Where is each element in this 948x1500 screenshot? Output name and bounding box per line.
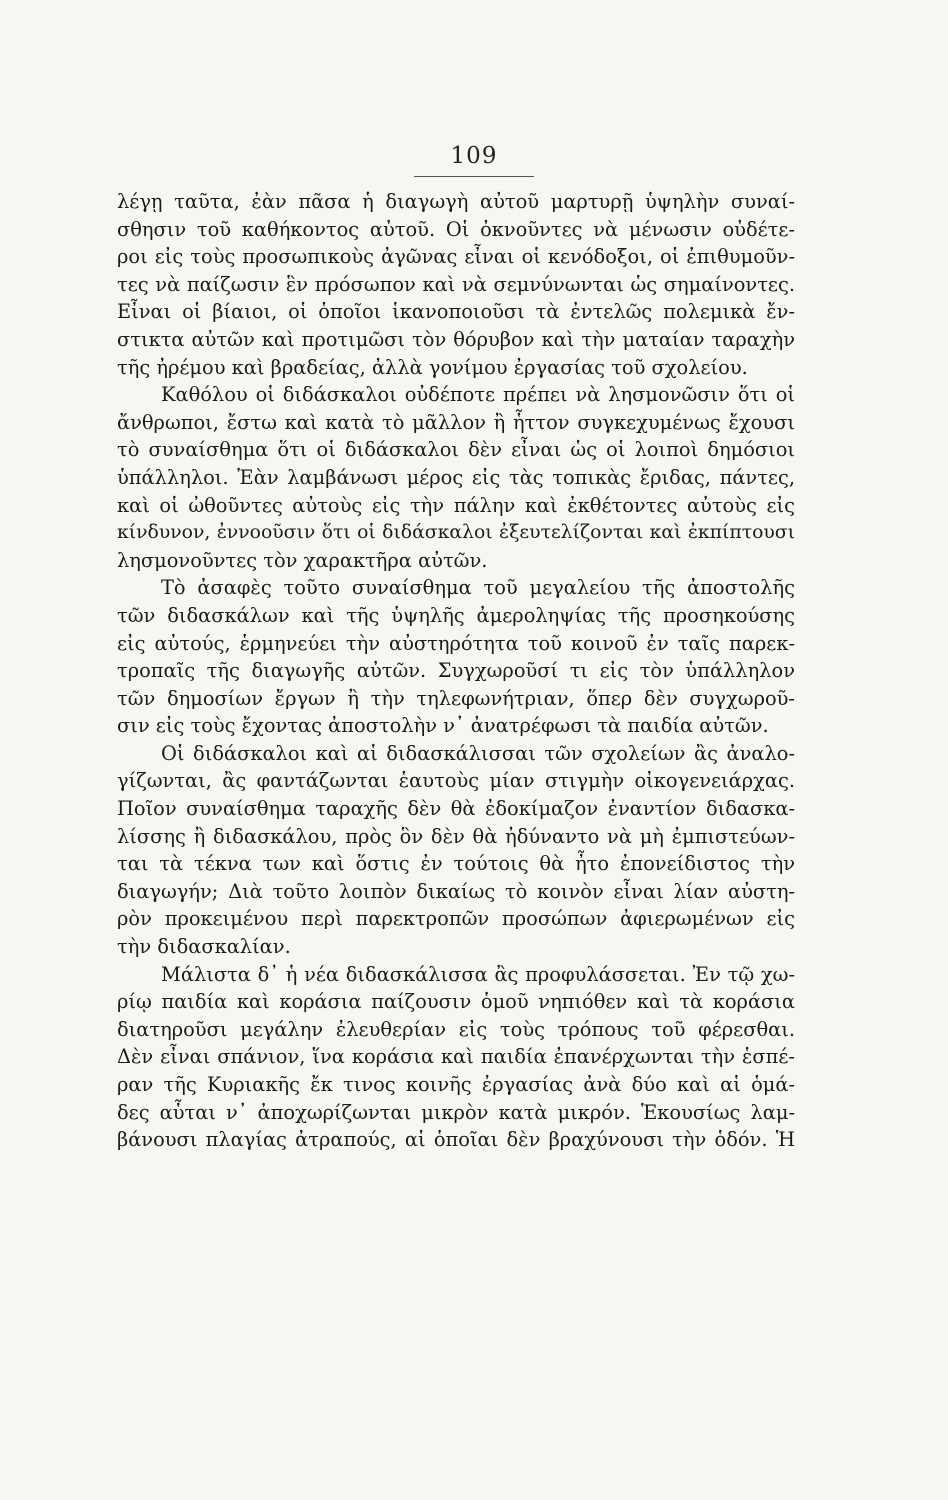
- text-line: Τὸ ἀσαφὲς τοῦτο συναίσθημα τοῦ μεγαλείου τῆς ἀποστολῆς: [161, 576, 795, 600]
- text-line: σθησιν τοῦ καθήκοντος αὐτοῦ. Οἱ ὀκνοῦντες νὰ μένωσιν οὐδέτε-: [117, 217, 795, 241]
- body-text: [117, 188, 795, 1154]
- text-line: βάνουσι πλαγίας ἀτραπούς, αἱ ὁποῖαι δὲν βραχύνουσι τὴν ὁδόν. Ἡ: [117, 1128, 795, 1152]
- text-line: Εἶναι οἱ βίαιοι, οἱ ὁποῖοι ἱκανοποιοῦσι τὰ ἐντελῶς πολεμικὰ ἔν-: [117, 300, 795, 324]
- text-line: λέγῃ ταῦτα, ἐὰν πᾶσα ἡ διαγωγὴ αὐτοῦ μαρτυρῇ ὑψηλὴν συναί-: [117, 190, 795, 213]
- page-number: 109: [450, 143, 498, 169]
- text-line: τροπαῖς τῆς διαγωγῆς αὐτῶν. Συγχωροῦσί τι εἰς τὸν ὑπάλληλον: [117, 659, 795, 683]
- text-line: τὸ συναίσθημα ὅτι οἱ διδάσκαλοι δὲν εἶναι ὡς οἱ λοιποὶ δημόσιοι: [117, 438, 795, 462]
- text-line: δες αὗται ν᾽ ἀποχωρίζωνται μικρὸν κατὰ μικρόν. Ἑκουσίως λαμ-: [117, 1100, 795, 1124]
- text-line: ρίῳ παιδία καὶ κοράσια παίζουσιν ὁμοῦ νηπιόθεν καὶ τὰ κοράσια: [117, 990, 795, 1014]
- text-line: εἰς αὐτούς, ἑρμηνεύει τὴν αὐστηρότητα τοῦ κοινοῦ ἐν ταῖς παρεκ-: [117, 631, 795, 655]
- text-line: ται τὰ τέκνα των καὶ ὅστις ἐν τούτοις θὰ ἦτο ἐπονείδιστος τὴν: [117, 852, 795, 876]
- text-line: διατηροῦσι μεγάλην ἐλευθερίαν εἰς τοὺς τρόπους τοῦ φέρεσθαι.: [117, 1017, 795, 1041]
- text-line: τῶν διδασκάλων καὶ τῆς ὑψηλῆς ἀμεροληψίας τῆς προσηκούσης: [117, 603, 795, 627]
- text-line: ρὸν προκειμένου περὶ παρεκτροπῶν προσώπων ἀφιερωμένων εἰς: [117, 907, 795, 931]
- text-line: Οἱ διδάσκαλοι καὶ αἱ διδασκάλισσαι τῶν σχολείων ἂς ἀναλο-: [161, 741, 795, 765]
- text-line: κίνδυνον, ἐννοοῦσιν ὅτι οἱ διδάσκαλοι ἐξευτελίζονται καὶ ἐκπίπτουσι: [117, 522, 795, 544]
- text-line: Καθόλου οἱ διδάσκαλοι οὐδέποτε πρέπει νὰ λησμονῶσιν ὅτι οἱ: [161, 383, 795, 407]
- text-line: λίσσης ἢ διδασκάλου, πρὸς ὃν δὲν θὰ ἠδύναντο νὰ μὴ ἐμπιστεύων-: [117, 824, 795, 848]
- text-line: λησμονοῦντες τὸν χαρακτῆρα αὐτῶν.: [117, 548, 488, 572]
- text-line: γίζωνται, ἂς φαντάζωνται ἑαυτοὺς μίαν στιγμὴν οἰκογενειάρχας.: [117, 769, 795, 793]
- text-line: ἄνθρωποι, ἔστω καὶ κατὰ τὸ μᾶλλον ἢ ἧττον συγκεχυμένως ἔχουσι: [117, 410, 795, 434]
- text-line: ραν τῆς Κυριακῆς ἔκ τινος κοινῆς ἐργασίας ἀνὰ δύο καὶ αἱ ὁμά-: [117, 1073, 795, 1096]
- text-line: ὑπάλληλοι. Ἐὰν λαμβάνωσι μέρος εἰς τὰς τοπικὰς ἔριδας, πάντες,: [117, 465, 795, 489]
- text-line: ροι εἰς τοὺς προσωπικοὺς ἀγῶνας εἶναι οἱ κενόδοξοι, οἱ ἐπιθυμοῦν-: [117, 245, 795, 269]
- text-line: Μάλιστα δ᾽ ἡ νέα διδασκάλισσα ἂς προφυλάσσεται. Ἐν τῷ χω-: [161, 962, 795, 986]
- text-line: τῆς ἠρέμου καὶ βραδείας, ἀλλὰ γονίμου ἐργασίας τοῦ σχολείου.: [117, 355, 748, 379]
- text-line: στικτα αὐτῶν καὶ προτιμῶσι τὸν θόρυβον καὶ τὴν ματαίαν ταραχὴν: [117, 327, 795, 351]
- text-line: Ποῖον συναίσθημα ταραχῆς δὲν θὰ ἐδοκίμαζον ἐναντίον διδασκα-: [117, 797, 795, 821]
- text-line: τὴν διδασκαλίαν.: [117, 935, 291, 959]
- text-line: τες νὰ παίζωσιν ἓν πρόσωπον καὶ νὰ σεμνύνωνται ὡς σημαίνοντες.: [117, 272, 795, 296]
- text-line: Δὲν εἶναι σπάνιον, ἵνα κοράσια καὶ παιδία ἐπανέρχωνται τὴν ἑσπέ-: [117, 1045, 795, 1069]
- header-rule: [414, 176, 534, 177]
- text-line: τῶν δημοσίων ἔργων ἢ τὴν τηλεφωνήτριαν, ὅπερ δὲν συγχωροῦ-: [117, 686, 795, 710]
- text-line: σιν εἰς τοὺς ἔχοντας ἀποστολὴν ν᾽ ἀνατρέφωσι τὰ παιδία αὐτῶν.: [117, 714, 769, 738]
- text-line: καὶ οἱ ὠθοῦντες αὐτοὺς εἰς τὴν πάλην καὶ ἐκθέτοντες αὐτοὺς εἰς: [117, 493, 795, 517]
- text-line: διαγωγήν; Διὰ τοῦτο λοιπὸν δικαίως τὸ κοινὸν εἶναι λίαν αὐστη-: [117, 879, 795, 903]
